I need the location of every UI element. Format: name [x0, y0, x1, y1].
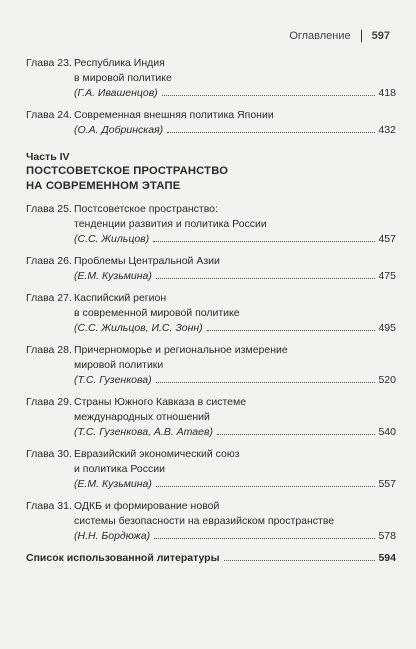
toc-entry[interactable] [26, 291, 396, 336]
chapter-title-line: Каспийский регион [74, 292, 167, 304]
chapter-page-number: 540 [378, 426, 396, 438]
chapter-label: Глава 25. [26, 203, 72, 215]
dot-leader [207, 330, 376, 331]
chapter-page-number: 457 [378, 233, 396, 245]
chapter-author: (Е.М. Кузьмина) [74, 478, 152, 490]
bibliography-label: Список использованной литературы [26, 552, 220, 564]
part-title-line: ПОСТСОВЕТСКОЕ ПРОСТРАНСТВО [26, 165, 229, 177]
header-section-title: Оглавление [289, 30, 351, 42]
chapter-author: (Н.Н. Бордюжа) [74, 530, 151, 542]
chapter-title-line: в современной мировой политике [74, 307, 240, 319]
chapter-title-line: Республика Индия [74, 57, 165, 69]
chapter-title-line: мировой политики [74, 359, 164, 371]
toc-entry-bibliography[interactable] [26, 551, 396, 566]
table-of-contents [26, 56, 396, 566]
chapter-title-line: Современная внешняя политика Японии [74, 109, 274, 121]
dot-leader [224, 560, 376, 561]
toc-entry[interactable] [26, 202, 396, 247]
chapter-author: (С.С. Жильцов, И.С. Зонн) [74, 322, 203, 334]
dot-leader [167, 132, 375, 133]
chapter-author: (Т.С. Гузенкова, А.В. Атаев) [74, 426, 213, 438]
chapter-author: (О.А. Добринская) [74, 124, 164, 136]
dot-leader [156, 278, 376, 279]
chapter-page-number: 418 [378, 87, 396, 99]
chapter-title-line: Причерноморье и региональное измерение [74, 344, 288, 356]
chapter-title-line: тенденции развития и политика России [74, 218, 267, 230]
chapter-label: Глава 28. [26, 344, 72, 356]
chapter-page-number: 520 [378, 374, 396, 386]
chapter-title-line: Проблемы Центральной Азии [74, 255, 220, 267]
dot-leader [153, 241, 375, 242]
header-page-number: 597 [371, 30, 390, 42]
chapter-label: Глава 23. [26, 57, 72, 69]
chapter-title-line: Постсоветское пространство: [74, 203, 218, 215]
chapter-label: Глава 29. [26, 396, 72, 408]
chapter-page-number: 557 [378, 478, 396, 490]
running-header [289, 30, 390, 42]
chapter-title-line: системы безопасности на евразийском пространстве [74, 515, 335, 527]
toc-entry[interactable] [26, 108, 396, 138]
bibliography-page-number: 594 [378, 552, 396, 564]
chapter-page-number: 475 [378, 270, 396, 282]
chapter-author: (С.С. Жильцов) [74, 233, 150, 245]
chapter-title-line: ОДКБ и формирование новой [74, 500, 220, 512]
toc-entry[interactable] [26, 395, 396, 440]
chapter-page-number: 432 [378, 124, 396, 136]
chapter-title-line: Страны Южного Кавказа в системе [74, 396, 247, 408]
toc-entry[interactable] [26, 56, 396, 101]
header-divider [361, 30, 362, 42]
chapter-author: (Т.С. Гузенкова) [74, 374, 152, 386]
dot-leader [217, 434, 376, 435]
chapter-label: Глава 24. [26, 109, 72, 121]
chapter-label: Глава 31. [26, 500, 72, 512]
chapter-page-number: 495 [378, 322, 396, 334]
chapter-label: Глава 26. [26, 255, 72, 267]
chapter-title-line: международных отношений [74, 411, 210, 423]
dot-leader [162, 95, 376, 96]
chapter-title-line: в мировой политике [74, 72, 172, 84]
chapter-page-number: 578 [378, 530, 396, 542]
chapter-label: Глава 30. [26, 448, 72, 460]
dot-leader [156, 486, 376, 487]
chapter-author: (Г.А. Ивашенцов) [74, 87, 158, 99]
dot-leader [154, 538, 375, 539]
toc-entry[interactable] [26, 499, 396, 544]
chapter-label: Глава 27. [26, 292, 72, 304]
chapter-author: (Е.М. Кузьмина) [74, 270, 152, 282]
toc-entry[interactable] [26, 254, 396, 284]
dot-leader [156, 382, 376, 383]
chapter-title-line: и политика России [74, 463, 165, 475]
chapter-title-line: Евразийский экономический союз [74, 448, 240, 460]
part-label: Часть IV [26, 151, 70, 163]
part-heading [26, 150, 396, 194]
toc-entry[interactable] [26, 343, 396, 388]
part-title-line: НА СОВРЕМЕННОМ ЭТАПЕ [26, 180, 181, 192]
toc-entry[interactable] [26, 447, 396, 492]
